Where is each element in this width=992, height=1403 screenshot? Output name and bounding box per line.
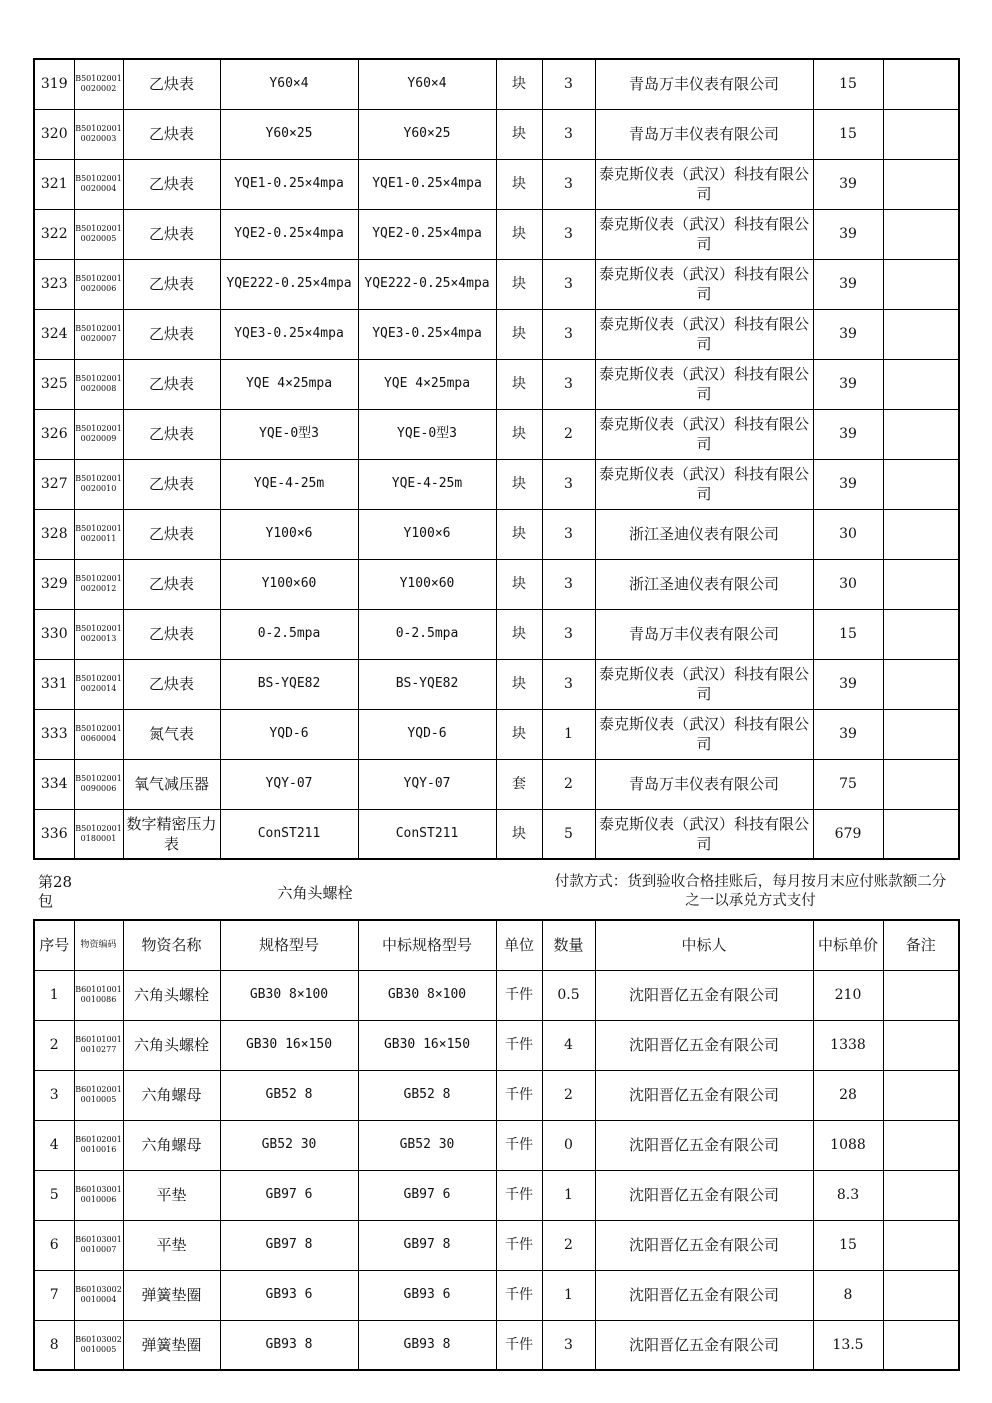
unit-price: 1338 (813, 1020, 883, 1070)
unit-price: 39 (813, 409, 883, 459)
material-code: B60102001 0010016 (74, 1120, 123, 1170)
material-code: B50102001 0090006 (74, 759, 123, 809)
bid-spec-model: GB52 8 (358, 1070, 496, 1120)
remark (883, 159, 959, 209)
quantity: 4 (542, 1020, 595, 1070)
material-code: B60103001 0010007 (74, 1220, 123, 1270)
unit: 块 (496, 159, 542, 209)
quantity: 0.5 (542, 970, 595, 1020)
spec-model: GB97 8 (220, 1220, 358, 1270)
material-name: 乙炔表 (123, 209, 220, 259)
table-row (34, 1270, 959, 1320)
unit-price: 1088 (813, 1120, 883, 1170)
quantity: 3 (542, 309, 595, 359)
bid-spec-model: GB97 8 (358, 1220, 496, 1270)
spec-model: YQE222-0.25×4mpa (220, 259, 358, 309)
quantity: 2 (542, 759, 595, 809)
table-row (34, 1120, 959, 1170)
unit: 千件 (496, 1270, 542, 1320)
unit-price: 15 (813, 59, 883, 109)
bid-spec-model: YQE222-0.25×4mpa (358, 259, 496, 309)
row-number: 323 (34, 259, 74, 309)
unit-price: 39 (813, 209, 883, 259)
unit-price: 28 (813, 1070, 883, 1120)
table-row (34, 559, 959, 609)
row-number: 1 (34, 970, 74, 1020)
winning-bidder: 泰克斯仪表（武汉）科技有限公司 (595, 709, 813, 759)
unit-price: 39 (813, 709, 883, 759)
table-row (34, 209, 959, 259)
material-code: B50102001 0020012 (74, 559, 123, 609)
spec-model: Y100×60 (220, 559, 358, 609)
remark (883, 1270, 959, 1320)
unit: 千件 (496, 1070, 542, 1120)
winning-bidder: 浙江圣迪仪表有限公司 (595, 559, 813, 609)
material-name: 乙炔表 (123, 459, 220, 509)
unit: 块 (496, 259, 542, 309)
material-code: B50102001 0020013 (74, 609, 123, 659)
spec-model: BS-YQE82 (220, 659, 358, 709)
spec-model: GB30 16×150 (220, 1020, 358, 1070)
table-row (34, 359, 959, 409)
material-name: 乙炔表 (123, 409, 220, 459)
row-number: 336 (34, 809, 74, 859)
material-code: B50102001 0020003 (74, 109, 123, 159)
remark (883, 1320, 959, 1370)
table-row (34, 659, 959, 709)
unit-price: 13.5 (813, 1320, 883, 1370)
table-row (34, 109, 959, 159)
unit: 块 (496, 659, 542, 709)
bid-spec-model: YQE1-0.25×4mpa (358, 159, 496, 209)
winning-bidder: 泰克斯仪表（武汉）科技有限公司 (595, 159, 813, 209)
bid-spec-model: Y60×4 (358, 59, 496, 109)
winning-bidder: 沈阳晋亿五金有限公司 (595, 1270, 813, 1320)
quantity: 3 (542, 59, 595, 109)
remark (883, 970, 959, 1020)
table-row (34, 609, 959, 659)
table-row (34, 709, 959, 759)
remark (883, 1020, 959, 1070)
spec-model: YQE 4×25mpa (220, 359, 358, 409)
row-number: 333 (34, 709, 74, 759)
material-name: 乙炔表 (123, 359, 220, 409)
unit-price: 15 (813, 1220, 883, 1270)
quantity: 5 (542, 809, 595, 859)
unit-price: 8 (813, 1270, 883, 1320)
table-row (34, 1170, 959, 1220)
quantity: 1 (542, 709, 595, 759)
winning-bidder: 泰克斯仪表（武汉）科技有限公司 (595, 359, 813, 409)
table-row (34, 1020, 959, 1070)
bid-spec-model: GB97 6 (358, 1170, 496, 1220)
unit: 块 (496, 209, 542, 259)
quantity: 3 (542, 359, 595, 409)
spec-model: GB30 8×100 (220, 970, 358, 1020)
winning-bidder: 沈阳晋亿五金有限公司 (595, 1170, 813, 1220)
unit-price: 679 (813, 809, 883, 859)
unit-price: 39 (813, 359, 883, 409)
remark (883, 409, 959, 459)
spec-model: YQE-0型3 (220, 409, 358, 459)
material-name: 平垫 (123, 1220, 220, 1270)
header-no: 序号 (34, 920, 74, 970)
winning-bidder: 青岛万丰仪表有限公司 (595, 59, 813, 109)
winning-bidder: 青岛万丰仪表有限公司 (595, 109, 813, 159)
quantity: 1 (542, 1170, 595, 1220)
spec-model: 0-2.5mpa (220, 609, 358, 659)
unit: 块 (496, 509, 542, 559)
row-number: 5 (34, 1170, 74, 1220)
header-bid-spec: 中标规格型号 (358, 920, 496, 970)
header-unit: 单位 (496, 920, 542, 970)
material-name: 乙炔表 (123, 159, 220, 209)
spec-model: GB97 6 (220, 1170, 358, 1220)
quantity: 3 (542, 209, 595, 259)
row-number: 322 (34, 209, 74, 259)
unit: 千件 (496, 1320, 542, 1370)
material-code: B60103002 0010005 (74, 1320, 123, 1370)
material-name: 六角螺母 (123, 1070, 220, 1120)
unit: 块 (496, 609, 542, 659)
unit-price: 30 (813, 509, 883, 559)
material-code: B50102001 0020005 (74, 209, 123, 259)
spec-model: Y100×6 (220, 509, 358, 559)
bid-spec-model: GB30 16×150 (358, 1020, 496, 1070)
material-code: B50102001 0020011 (74, 509, 123, 559)
quantity: 3 (542, 559, 595, 609)
row-number: 7 (34, 1270, 74, 1320)
remark (883, 1120, 959, 1170)
material-code: B50102001 0020007 (74, 309, 123, 359)
remark (883, 1220, 959, 1270)
remark (883, 559, 959, 609)
remark (883, 259, 959, 309)
unit: 套 (496, 759, 542, 809)
bid-spec-model: Y100×6 (358, 509, 496, 559)
material-code: B50102001 0060004 (74, 709, 123, 759)
material-code: B60103002 0010004 (74, 1270, 123, 1320)
spec-model: ConST211 (220, 809, 358, 859)
unit: 块 (496, 109, 542, 159)
quantity: 3 (542, 1320, 595, 1370)
spec-model: Y60×4 (220, 59, 358, 109)
material-name: 平垫 (123, 1170, 220, 1220)
remark (883, 209, 959, 259)
winning-bidder: 泰克斯仪表（武汉）科技有限公司 (595, 209, 813, 259)
unit-price: 75 (813, 759, 883, 809)
table-row (34, 459, 959, 509)
header-winner: 中标人 (595, 920, 813, 970)
remark (883, 109, 959, 159)
winning-bidder: 沈阳晋亿五金有限公司 (595, 970, 813, 1020)
bid-spec-model: ConST211 (358, 809, 496, 859)
remark (883, 59, 959, 109)
spec-model: YQE-4-25m (220, 459, 358, 509)
bid-spec-model: YQD-6 (358, 709, 496, 759)
material-code: B60103001 0010006 (74, 1170, 123, 1220)
payment-terms: 付款方式：货到验收合格挂账后，每月按月末应付账款额二分之一以承兑方式支付 (554, 874, 947, 909)
winning-bidder: 泰克斯仪表（武汉）科技有限公司 (595, 259, 813, 309)
row-number: 321 (34, 159, 74, 209)
quantity: 3 (542, 259, 595, 309)
quantity: 3 (542, 159, 595, 209)
unit: 块 (496, 59, 542, 109)
spec-model: YQE1-0.25×4mpa (220, 159, 358, 209)
material-code: B60101001 0010277 (74, 1020, 123, 1070)
material-name: 乙炔表 (123, 509, 220, 559)
unit: 块 (496, 459, 542, 509)
bid-spec-model: BS-YQE82 (358, 659, 496, 709)
material-name: 氧气减压器 (123, 759, 220, 809)
remark (883, 759, 959, 809)
spec-model: YQE3-0.25×4mpa (220, 309, 358, 359)
header-qty: 数量 (542, 920, 595, 970)
spec-model: Y60×25 (220, 109, 358, 159)
winning-bidder: 泰克斯仪表（武汉）科技有限公司 (595, 459, 813, 509)
remark (883, 509, 959, 559)
winning-bidder: 泰克斯仪表（武汉）科技有限公司 (595, 409, 813, 459)
bid-spec-model: GB52 30 (358, 1120, 496, 1170)
remark (883, 659, 959, 709)
bid-spec-model: YQE-4-25m (358, 459, 496, 509)
row-number: 325 (34, 359, 74, 409)
row-number: 319 (34, 59, 74, 109)
bid-table-continued (33, 58, 960, 860)
quantity: 3 (542, 109, 595, 159)
winning-bidder: 泰克斯仪表（武汉）科技有限公司 (595, 809, 813, 859)
table-row (34, 1320, 959, 1370)
material-name: 乙炔表 (123, 59, 220, 109)
row-number: 326 (34, 409, 74, 459)
material-name: 乙炔表 (123, 559, 220, 609)
quantity: 2 (542, 1220, 595, 1270)
table-row (34, 409, 959, 459)
table-row (34, 159, 959, 209)
row-number: 3 (34, 1070, 74, 1120)
material-code: B50102001 0180001 (74, 809, 123, 859)
spec-model: GB93 8 (220, 1320, 358, 1370)
bid-spec-model: 0-2.5mpa (358, 609, 496, 659)
spec-model: YQY-07 (220, 759, 358, 809)
unit: 块 (496, 709, 542, 759)
spec-model: GB52 8 (220, 1070, 358, 1120)
unit: 块 (496, 359, 542, 409)
quantity: 3 (542, 659, 595, 709)
remark (883, 609, 959, 659)
row-number: 324 (34, 309, 74, 359)
bid-spec-model: YQE2-0.25×4mpa (358, 209, 496, 259)
unit-price: 39 (813, 309, 883, 359)
spec-model: GB93 6 (220, 1270, 358, 1320)
material-code: B50102001 0020006 (74, 259, 123, 309)
unit-price: 210 (813, 970, 883, 1020)
unit-price: 15 (813, 109, 883, 159)
remark (883, 709, 959, 759)
material-name: 数字精密压力表 (123, 809, 220, 859)
remark (883, 359, 959, 409)
material-name: 弹簧垫圈 (123, 1320, 220, 1370)
material-code: B50102001 0020008 (74, 359, 123, 409)
bid-spec-model: YQE-0型3 (358, 409, 496, 459)
unit-price: 39 (813, 659, 883, 709)
unit-price: 8.3 (813, 1170, 883, 1220)
bid-table-package-28 (33, 919, 960, 1371)
material-code: B50102001 0020002 (74, 59, 123, 109)
material-code: B60101001 0010086 (74, 970, 123, 1020)
material-name: 乙炔表 (123, 609, 220, 659)
unit: 千件 (496, 1220, 542, 1270)
table-row (34, 59, 959, 109)
unit: 千件 (496, 1170, 542, 1220)
remark (883, 309, 959, 359)
winning-bidder: 泰克斯仪表（武汉）科技有限公司 (595, 659, 813, 709)
row-number: 320 (34, 109, 74, 159)
unit-price: 39 (813, 259, 883, 309)
quantity: 2 (542, 1070, 595, 1120)
material-code: B50102001 0020009 (74, 409, 123, 459)
row-number: 6 (34, 1220, 74, 1270)
winning-bidder: 沈阳晋亿五金有限公司 (595, 1070, 813, 1120)
unit: 块 (496, 809, 542, 859)
table-row (34, 1070, 959, 1120)
material-code: B60102001 0010005 (74, 1070, 123, 1120)
row-number: 327 (34, 459, 74, 509)
remark (883, 809, 959, 859)
bid-spec-model: Y100×60 (358, 559, 496, 609)
header-price: 中标单价 (813, 920, 883, 970)
winning-bidder: 沈阳晋亿五金有限公司 (595, 1220, 813, 1270)
unit: 块 (496, 309, 542, 359)
remark (883, 1070, 959, 1120)
package-label: 第28包 (38, 873, 73, 910)
quantity: 3 (542, 609, 595, 659)
remark (883, 1170, 959, 1220)
table-header-row (34, 920, 959, 970)
table-row (34, 970, 959, 1020)
unit-price: 30 (813, 559, 883, 609)
bid-spec-model: GB93 8 (358, 1320, 496, 1370)
table-row (34, 509, 959, 559)
bid-spec-model: YQE3-0.25×4mpa (358, 309, 496, 359)
unit: 块 (496, 409, 542, 459)
quantity: 3 (542, 459, 595, 509)
winning-bidder: 浙江圣迪仪表有限公司 (595, 509, 813, 559)
unit: 千件 (496, 1120, 542, 1170)
table-row (34, 309, 959, 359)
winning-bidder: 沈阳晋亿五金有限公司 (595, 1020, 813, 1070)
row-number: 330 (34, 609, 74, 659)
remark (883, 459, 959, 509)
bid-spec-model: YQY-07 (358, 759, 496, 809)
header-code: 物资编码 (74, 920, 123, 970)
unit: 块 (496, 559, 542, 609)
quantity: 1 (542, 1270, 595, 1320)
quantity: 0 (542, 1120, 595, 1170)
table-row (34, 259, 959, 309)
bid-spec-model: GB30 8×100 (358, 970, 496, 1020)
package-title: 六角头螺栓 (277, 884, 353, 902)
material-name: 六角螺母 (123, 1120, 220, 1170)
table-row (34, 1220, 959, 1270)
material-name: 六角头螺栓 (123, 1020, 220, 1070)
table-row (34, 759, 959, 809)
material-name: 弹簧垫圈 (123, 1270, 220, 1320)
quantity: 3 (542, 509, 595, 559)
winning-bidder: 青岛万丰仪表有限公司 (595, 759, 813, 809)
header-note: 备注 (883, 920, 959, 970)
bid-spec-model: YQE 4×25mpa (358, 359, 496, 409)
material-code: B50102001 0020010 (74, 459, 123, 509)
material-code: B50102001 0020004 (74, 159, 123, 209)
quantity: 2 (542, 409, 595, 459)
header-spec: 规格型号 (220, 920, 358, 970)
row-number: 331 (34, 659, 74, 709)
row-number: 2 (34, 1020, 74, 1070)
row-number: 4 (34, 1120, 74, 1170)
spec-model: GB52 30 (220, 1120, 358, 1170)
winning-bidder: 沈阳晋亿五金有限公司 (595, 1120, 813, 1170)
bid-spec-model: Y60×25 (358, 109, 496, 159)
winning-bidder: 青岛万丰仪表有限公司 (595, 609, 813, 659)
material-name: 乙炔表 (123, 309, 220, 359)
winning-bidder: 泰克斯仪表（武汉）科技有限公司 (595, 309, 813, 359)
header-name: 物资名称 (123, 920, 220, 970)
table-row (34, 809, 959, 859)
unit: 千件 (496, 1020, 542, 1070)
unit: 千件 (496, 970, 542, 1020)
spec-model: YQD-6 (220, 709, 358, 759)
row-number: 328 (34, 509, 74, 559)
material-name: 乙炔表 (123, 109, 220, 159)
row-number: 334 (34, 759, 74, 809)
bid-spec-model: GB93 6 (358, 1270, 496, 1320)
material-name: 氮气表 (123, 709, 220, 759)
material-name: 六角头螺栓 (123, 970, 220, 1020)
unit-price: 39 (813, 159, 883, 209)
material-code: B50102001 0020014 (74, 659, 123, 709)
unit-price: 15 (813, 609, 883, 659)
winning-bidder: 沈阳晋亿五金有限公司 (595, 1320, 813, 1370)
unit-price: 39 (813, 459, 883, 509)
material-name: 乙炔表 (123, 259, 220, 309)
row-number: 8 (34, 1320, 74, 1370)
spec-model: YQE2-0.25×4mpa (220, 209, 358, 259)
material-name: 乙炔表 (123, 659, 220, 709)
row-number: 329 (34, 559, 74, 609)
